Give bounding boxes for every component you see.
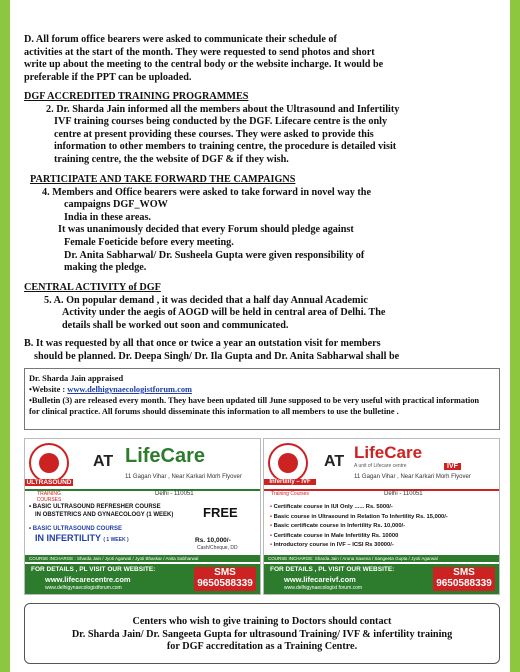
text-line: IVF training courses being conducted by the DGF. Lifecare centre is the only xyxy=(54,116,388,128)
text-line: D. All forum office bearers were asked to communicate their schedule of xyxy=(24,34,337,45)
course-item: Certificate course in IUI Only ...... Rs. 5000/- xyxy=(273,504,393,510)
text-line: 4. Members and Office bearers were asked to take forward in novel way the xyxy=(42,186,371,198)
text-line: making the pledge. xyxy=(64,262,147,274)
sms-badge: SMS 9650588339 xyxy=(433,567,495,591)
phone-number: 9650588339 xyxy=(197,578,253,589)
text-label: •Website : xyxy=(29,385,68,394)
course-item: Introductory course in IVF – ICSI Rs 30000/- xyxy=(273,542,394,548)
text-line: campaigns DGF_WOW xyxy=(64,199,168,211)
page xyxy=(10,0,510,672)
address: Delhi - 110051 xyxy=(384,491,423,497)
course-item: IN INFERTILITY xyxy=(35,533,101,543)
ad-header xyxy=(264,439,499,491)
text-line: for clinical practice. All forums should disseminate this information to all members to use the bulletine . xyxy=(29,407,399,416)
logo-label: Infertility – IVF xyxy=(264,479,316,485)
ivf-ad: Infertility – IVF AT LifeCare A unit of Lifecare centre IVF 11 Gagan Vihar , Near Karkari Morh Flyover Training Courses Delhi - 110051 • Certificate course in IUI Only ...... Rs. 5000/- • Basic course in Ultrasound in Relation To Infertility Rs. 15,000/- • Basic certificate course in Infertility Rs. 10,000/- • Certificate course in Male Infertility Rs. 10000 • Introductory course in IVF – ICSI Rs 30000/- COURSE INCHARGE: Sharda Jain / Aruna Saxena / Sangeeta Gupta / Jyoti Agarwal FOR DETAILS , PL VISIT OUR WEBSITE: www.lifecareivf.com www.delhigynaecologist forum.com SMS 9650588339 xyxy=(263,438,500,595)
text-line: activities at the start of the month. They were requested to send photos and short xyxy=(24,46,375,58)
section-b xyxy=(24,338,399,363)
at-label: AT xyxy=(324,453,345,470)
website-link[interactable]: www.lifecarecentre.com xyxy=(45,575,131,584)
training-section xyxy=(24,91,399,167)
text-line: Dr. Sharda Jain appraised xyxy=(29,374,124,383)
ad-header xyxy=(25,439,260,491)
sms-badge: SMS 9650588339 xyxy=(194,567,256,591)
section-d xyxy=(24,34,383,84)
text-line: for DGF accreditation as a Training Centre. xyxy=(166,641,358,653)
website-link[interactable]: www.delhigynaecologistforum.com xyxy=(67,385,192,394)
at-label: AT xyxy=(93,453,114,470)
fee-sub: Cash/Cheque, DD xyxy=(197,545,238,551)
text-line: 5. A. On popular demand , it was decided that a half day Annual Academic xyxy=(44,294,368,306)
address: 11 Gagan Vihar , Near Karkari Morh Flyover xyxy=(354,474,471,480)
text-line: centre at present providing these courses. They were asked to provide this xyxy=(54,128,374,140)
text-line: Dr. Sharda Jain/ Dr. Sangeeta Gupta for ultrasound Training/ IVF & infertility training xyxy=(71,628,453,640)
text-line: write up about the meeting to the central body or the website incharge. It would be xyxy=(24,59,384,71)
website-link[interactable]: www.lifecareivf.com xyxy=(284,575,356,584)
logo-icon xyxy=(29,443,69,483)
text-line: Centers who wish to give training to Doctors should contact xyxy=(132,616,392,627)
phone-number: 9650588339 xyxy=(436,578,492,589)
central-section xyxy=(24,282,385,332)
course-item: • BASIC ULTRASOUND COURSE xyxy=(29,526,122,532)
free-label: FREE xyxy=(203,505,238,520)
course-item: Basic course in Ultrasound in Relation To Infertility Rs. 15,000/- xyxy=(273,513,448,520)
section-heading: PARTICIPATE AND TAKE FORWARD THE CAMPAIGNS xyxy=(30,174,296,185)
text-line: should be planned. Dr. Deepa Singh/ Dr. Ila Gupta and Dr. Anita Sabharwal shall be xyxy=(34,350,400,362)
logo-icon xyxy=(268,443,308,483)
text-line: training centre, the the website of DGF & if they wish. xyxy=(54,153,289,165)
brand-sub: A unit of Lifecare centre xyxy=(354,463,407,469)
section-heading: CENTRAL ACTIVITY of DGF xyxy=(24,282,161,293)
text-line: Activity under the aegis of AOGD will be held in central area of Delhi. The xyxy=(62,307,386,319)
text-line: India in these areas. xyxy=(64,211,151,223)
course-item: • BASIC ULTRASOUND REFRESHER COURSE xyxy=(29,504,161,510)
ultrasound-ad xyxy=(24,438,261,595)
centers-box xyxy=(24,603,500,664)
website-link[interactable]: www.delhigynaecologist forum.com xyxy=(284,585,363,591)
logo-sub: TRAINING COURSES xyxy=(36,491,62,503)
section-heading: DGF ACCREDITED TRAINING PROGRAMMES xyxy=(24,91,249,102)
text-line: It was unanimously decided that every Forum should pledge against xyxy=(58,224,354,236)
ad-footer xyxy=(264,564,499,594)
text-line: information to other members to training centre, the procedure is detailed visit xyxy=(54,141,397,153)
logo-label: ULTRASOUND xyxy=(26,479,72,486)
text-line: •Bulletin (3) are released every month. They have been updated till June supposed to be very useful with practical information xyxy=(29,396,480,405)
text-line: details shall be worked out soon and communicated. xyxy=(62,319,289,331)
fee-label: Rs. 10,000/- xyxy=(195,537,231,544)
campaigns-section xyxy=(30,174,371,275)
text-line: Dr. Anita Sabharwal/ Dr. Susheela Gupta were given responsibility of xyxy=(64,249,365,261)
text-line: 2. Dr. Sharda Jain informed all the members about the Ultrasound and Infertility xyxy=(46,103,400,115)
logo-sub: Training Courses xyxy=(271,491,309,497)
course-item: Certificate course in Male Infertility Rs. 10000 xyxy=(273,532,399,539)
text-line: Female Foeticide before every meeting. xyxy=(64,236,234,248)
ivf-badge: IVF xyxy=(444,463,461,470)
text-line: preferable if the PPT can be uploaded. xyxy=(24,71,192,83)
appraised-box xyxy=(24,368,500,430)
website-link[interactable]: www.delhigynaecologistforum.com xyxy=(45,585,122,591)
incharge-bar: COURSE INCHARGE : Sharda Jain / Jyoti Agarwal / Jyoti Bhaskar / Anita Sabharwal xyxy=(25,555,261,562)
text-line: B. It was requested by all that once or twice a year an outstation visit for members xyxy=(24,338,381,349)
details-label: FOR DETAILS , PL VISIT OUR WEBSITE: xyxy=(31,566,156,573)
address: 11 Gagan Vihar , Near Karkari Morh Flyover xyxy=(125,474,242,480)
address: Delhi - 110051 xyxy=(155,491,194,497)
brand-logo: LifeCare xyxy=(125,445,206,467)
course-item: Basic certificate course in Infertility Rs. 10,000/- xyxy=(273,523,406,529)
details-label: FOR DETAILS , PL VISIT OUR WEBSITE: xyxy=(270,566,395,573)
course-duration: ( 1 WEEK ) xyxy=(103,537,129,543)
brand-logo: LifeCare xyxy=(354,443,423,462)
incharge-bar: COURSE INCHARGE: Sharda Jain / Aruna Saxena / Sangeeta Gupta / Jyoti Agarwal xyxy=(264,555,500,562)
course-item: IN OBSTETRICS AND GYNAECOLOGY (1 WEEK) xyxy=(35,512,174,518)
ad-footer xyxy=(25,564,260,594)
